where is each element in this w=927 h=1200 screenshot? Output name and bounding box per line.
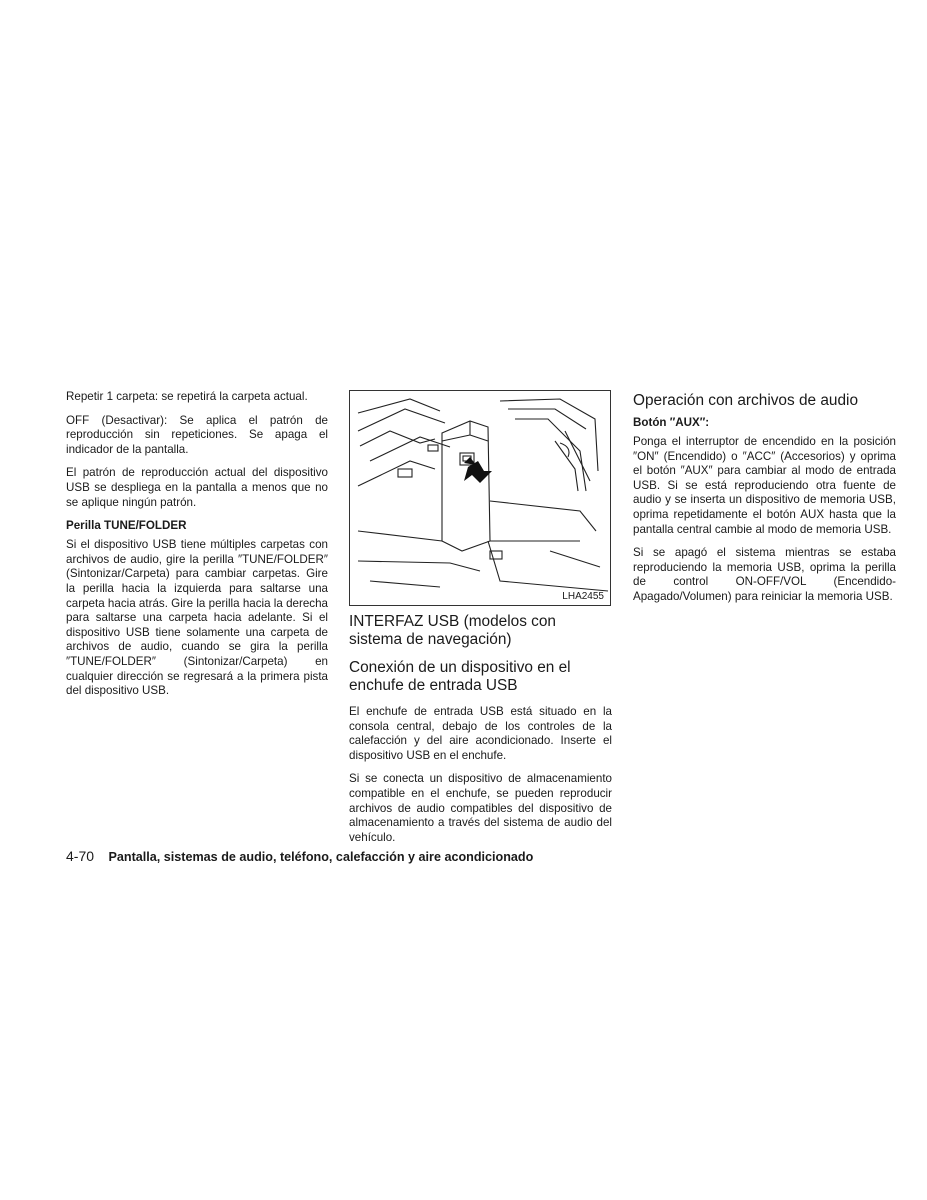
aux-button-subheading: Botón ″AUX″: [633, 416, 710, 429]
tune-folder-text: Si el dispositivo USB tiene múltiples carpetas con archivos de audio, gire la perilla ″TUNE/FOLDER″ (Sintonizar/Carpeta) para cambiar carpetas. Gire la perilla hacia la izquierda para saltarse una carpeta hacia atrás. Gire la perilla hacia la derecha para saltarse una carpeta hacia adelante. Si el dispositivo USB tiene solamente una carpeta de archivos de audio, cuando se gira la perilla ″TUNE/FOLDER″ (Sintonizar/Carpeta) en cualquier dirección se regresará a la primera pista del dispositivo USB. [66, 538, 328, 698]
aux-button-text: Ponga el interruptor de encendido en la posición ″ON″ (Encendido) o ″ACC″ (Accesorios) y oprima el botón ″AUX″ para cambiar al modo de entrada USB. Si se está reproduciendo otra fuente de audio y se inserta un dispositivo de memoria USB, oprima repetidamente el botón AUX hasta que la pantalla central cambie al modo de memoria USB. [633, 435, 896, 536]
middle-column [349, 390, 612, 854]
compatible-device-text: Si se conecta un dispositivo de almacenamiento compatible en el enchufe, se pueden reproducir archivos de audio compatibles del dispositivo de almacenamiento a través del sistema de audio del vehículo. [349, 772, 612, 844]
tune-folder-subheading: Perilla TUNE/FOLDER [66, 519, 187, 533]
page-footer [66, 848, 666, 866]
audio-files-heading: Operación con archivos de audio [633, 392, 859, 409]
left-column [66, 390, 328, 708]
usb-location-text: El enchufe de entrada USB está situado en la consola central, debajo de los controles de la calefacción y del aire acondicionado. Inserte el dispositivo USB en el enchufe. [349, 705, 612, 762]
arrow-icon [464, 457, 492, 483]
resume-text: Si se apagó el sistema mientras se estaba reproduciendo la memoria USB, oprima la perilla de control ON-OFF/VOL (Encendido-Apagado/Volumen) para reiniciar la memoria USB. [633, 546, 896, 603]
figure-code: LHA2455 [562, 591, 604, 602]
right-column [633, 390, 896, 614]
usb-port-illustration [349, 390, 611, 606]
chapter-title: Pantalla, sistemas de audio, teléfono, calefacción y aire acondicionado [108, 850, 534, 864]
repeat-folder-text: Repetir 1 carpeta: se repetirá la carpeta actual. [66, 390, 308, 403]
usb-interface-heading: INTERFAZ USB (modelos con sistema de navegación) [349, 613, 556, 648]
page-number: 4-70 [66, 848, 95, 864]
off-mode-text: OFF (Desactivar): Se aplica el patrón de reproducción sin repeticiones. Se apaga el indicador de la pantalla. [66, 413, 328, 456]
connect-device-heading: Conexión de un dispositivo en el enchufe de entrada USB [349, 659, 571, 694]
playback-pattern-text: El patrón de reproducción actual del dispositivo USB se despliega en la pantalla a menos que no se aplique ningún patrón. [66, 466, 328, 509]
console-drawing [350, 391, 611, 606]
